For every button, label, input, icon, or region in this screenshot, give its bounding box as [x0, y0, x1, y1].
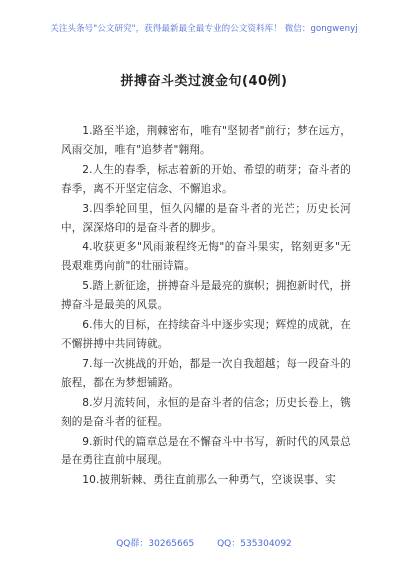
footer-contact	[0, 536, 408, 549]
footer-qq-group: QQ群：30265665	[116, 539, 195, 549]
paragraph-4: 4.收获更多"风雨兼程终无悔"的奋斗果实，铭刻更多"无畏艰难勇向前"的壮丽诗篇。	[61, 241, 351, 273]
paragraph-1: 1.路至半途，荆棘密布，唯有"坚韧者"前行；梦在远方，风雨交加，唯有"追梦者"翱翔。	[61, 125, 351, 156]
paragraph-6: 6.伟大的目标，在持续奋斗中逐步实现；辉煌的成就，在不懈拼搏中共同铸就。	[61, 319, 351, 350]
paragraph-8: 8.岁月流转间，永恒的是奋斗者的信念；历史长卷上，镌刻的是奋斗者的征程。	[61, 396, 351, 428]
paragraph-5: 5.踏上新征途，拼搏奋斗是最亮的旗帜；拥抱新时代，拼搏奋斗是最美的风景。	[61, 280, 351, 312]
document-body	[61, 122, 351, 491]
paragraph-7: 7.每一次挑战的开始，都是一次自我超越；每一段奋斗的旅程，都在为梦想铺路。	[61, 357, 351, 389]
footer-qq: QQ：535304092	[217, 539, 292, 549]
paragraph-2: 2.人生的春季，标志着新的开始、希望的萌芽；奋斗者的春季，离不开坚定信念、不懈追求。	[61, 163, 351, 195]
header-note: 关注头条号"公文研究"，获得最新最全最专业的公文资料库！ 微信：gongwenyj	[50, 24, 358, 34]
paragraph-9: 9.新时代的篇章总是在不懈奋斗中书写，新时代的风景总是在勇往直前中展现。	[61, 435, 351, 467]
paragraph-3: 3.四季轮回里，恒久闪耀的是奋斗者的光芒；历史长河中，深深烙印的是奋斗者的脚步。	[61, 202, 351, 234]
paragraph-10: 10.披荆斩棘、勇往直前那么一种勇气，空谈误事、实	[82, 474, 336, 487]
document-title: 拼搏奋斗类过渡金句(40例)	[120, 74, 288, 89]
